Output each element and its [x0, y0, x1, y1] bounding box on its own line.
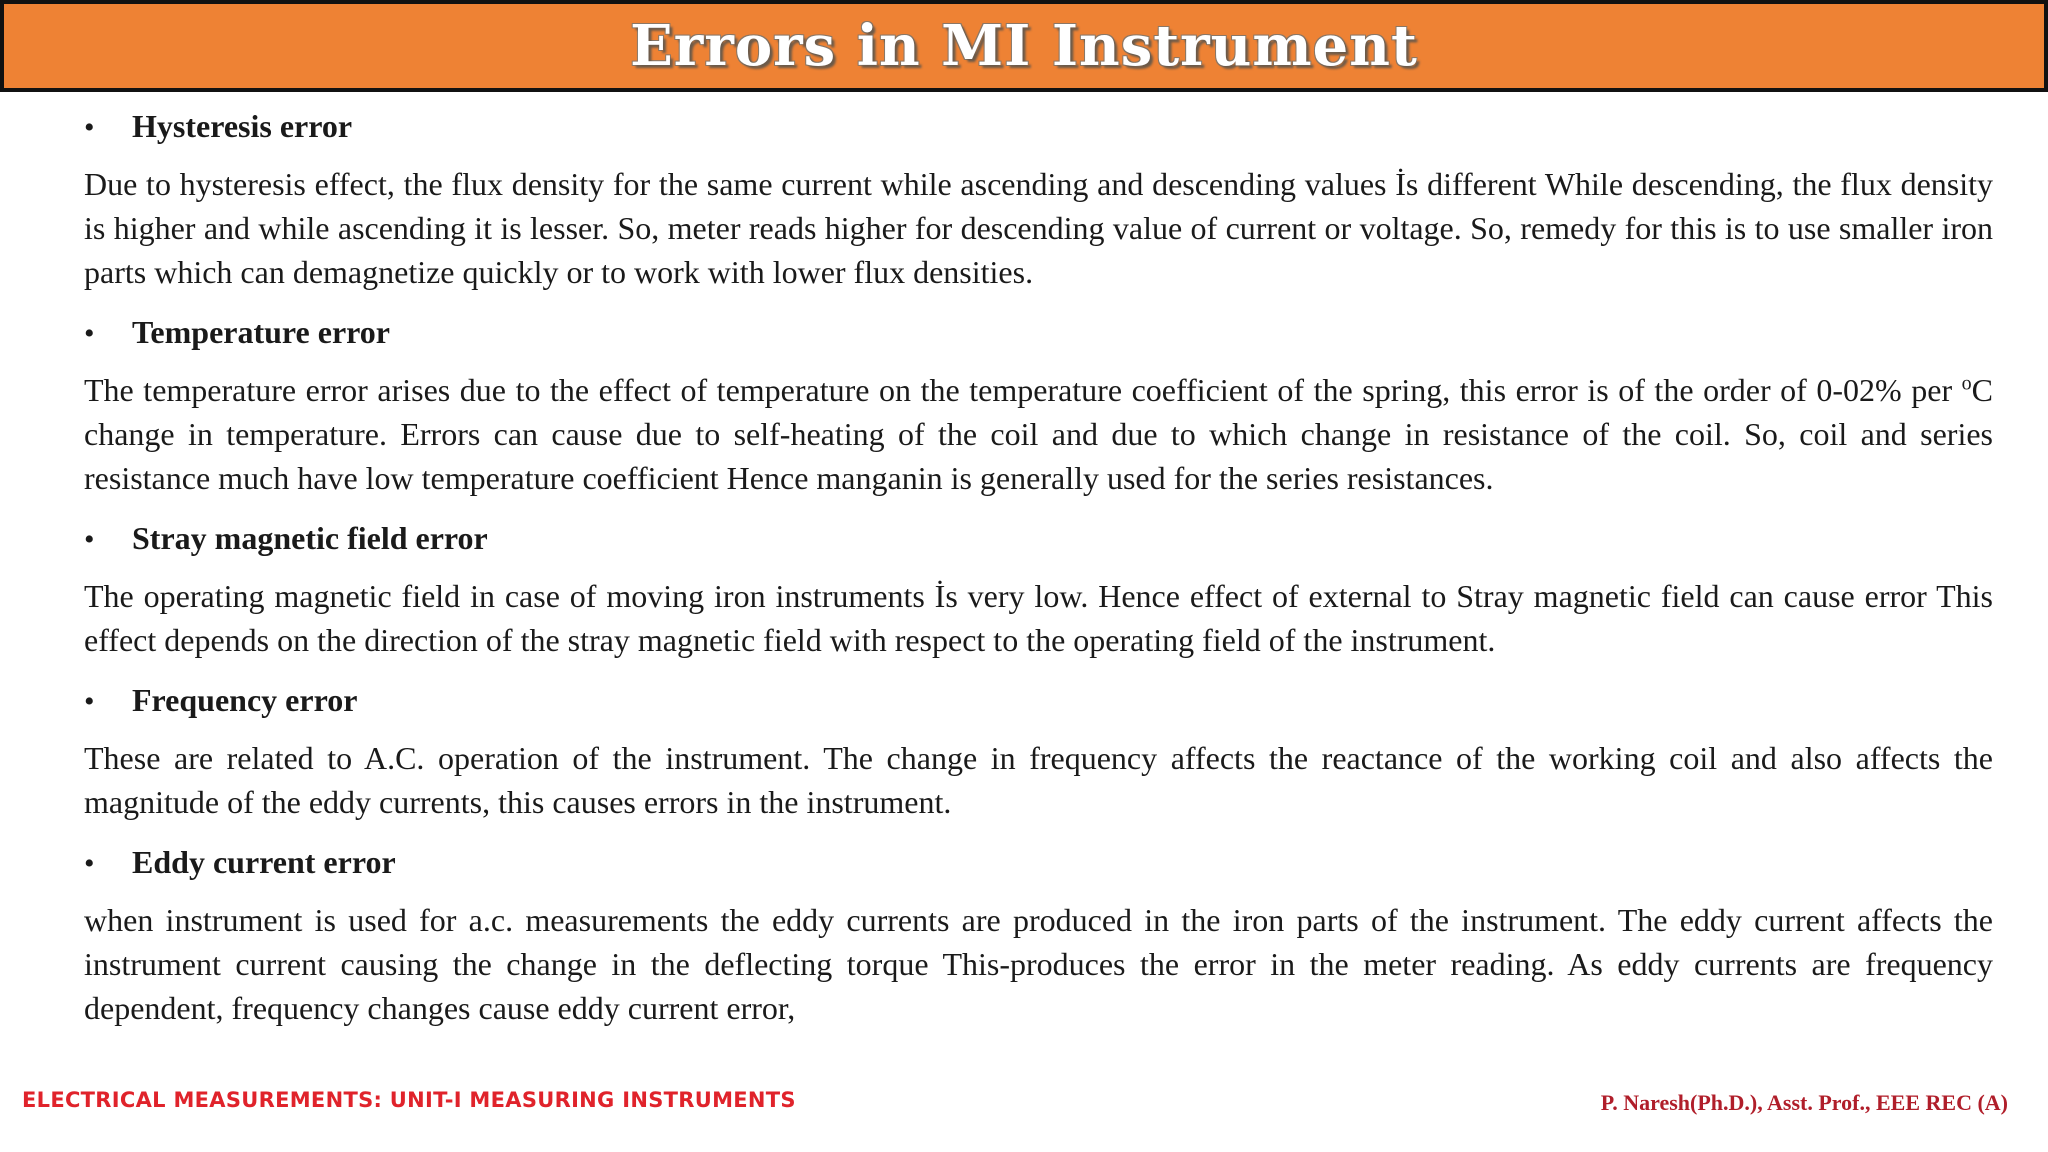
heading-label: Temperature error	[132, 314, 390, 350]
bullet-icon: •	[84, 317, 95, 350]
degree-superscript: o	[1961, 372, 1972, 395]
section-heading-eddy-current	[84, 840, 1993, 886]
heading-label: Eddy current error	[132, 844, 396, 880]
section-text-frequency: These are related to A.C. operation of the instrument. The change in frequency affects the reactance of the working coil and also affects the magnitude of the eddy currents, this causes errors in the instrument.	[84, 740, 1993, 820]
bullet-icon: •	[84, 523, 95, 556]
heading-label: Hysteresis error	[132, 108, 353, 144]
title-bar	[0, 0, 2048, 92]
bullet-icon: •	[84, 847, 95, 880]
section-heading-stray-field	[84, 516, 1993, 562]
section-text-eddy-current: when instrument is used for a.c. measurements the eddy currents are produced in the iron parts of the instrument. The eddy current affects the instrument current causing the change in the deflecting torque This-produces the error in the meter reading. As eddy currents are frequency dependent, frequency changes cause eddy current error,	[84, 902, 1993, 1026]
section-heading-frequency	[84, 678, 1993, 724]
section-text-stray-field: The operating magnetic field in case of moving iron instruments İs very low. Hence effect of external to Stray magnetic field can cause error This effect depends on the direction of the stray magnetic field with respect to the operating field of the instrument.	[84, 578, 1993, 658]
text-part: C change in temperature. Errors can cause due to self-heating of the coil and due to which change in resistance of the coil. So, coil and series resistance much have low temperature coefficient Hence manganin is generally used for the series resistances.	[84, 372, 1993, 496]
slide-content	[84, 104, 1993, 1046]
section-heading-temperature	[84, 310, 1993, 356]
section-heading-hysteresis	[84, 104, 1993, 150]
footer-author: P. Naresh(Ph.D.), Asst. Prof., EEE REC (A)	[1600, 1090, 2008, 1115]
section-text-hysteresis: Due to hysteresis effect, the flux density for the same current while ascending and descending values İs different While descending, the flux density is higher and while ascending it is lesser. So, meter reads higher for descending value of current or voltage. So, remedy for this is to use smaller iron parts which can demagnetize quickly or to work with lower flux densities.	[84, 166, 1993, 290]
section-text-temperature	[84, 368, 1993, 500]
text-part: The temperature error arises due to the effect of temperature on the temperature coefficient of the spring, this error is of the order of 0-02% per	[84, 372, 1962, 408]
bullet-icon: •	[84, 111, 95, 144]
heading-label: Stray magnetic field error	[132, 520, 488, 556]
bullet-icon: •	[84, 685, 95, 718]
heading-label: Frequency error	[132, 682, 358, 718]
slide-title: Errors in MI Instrument	[630, 13, 1418, 79]
footer-course-title: ELECTRICAL MEASUREMENTS: UNIT-I MEASURING INSTRUMENTS	[22, 1088, 796, 1112]
